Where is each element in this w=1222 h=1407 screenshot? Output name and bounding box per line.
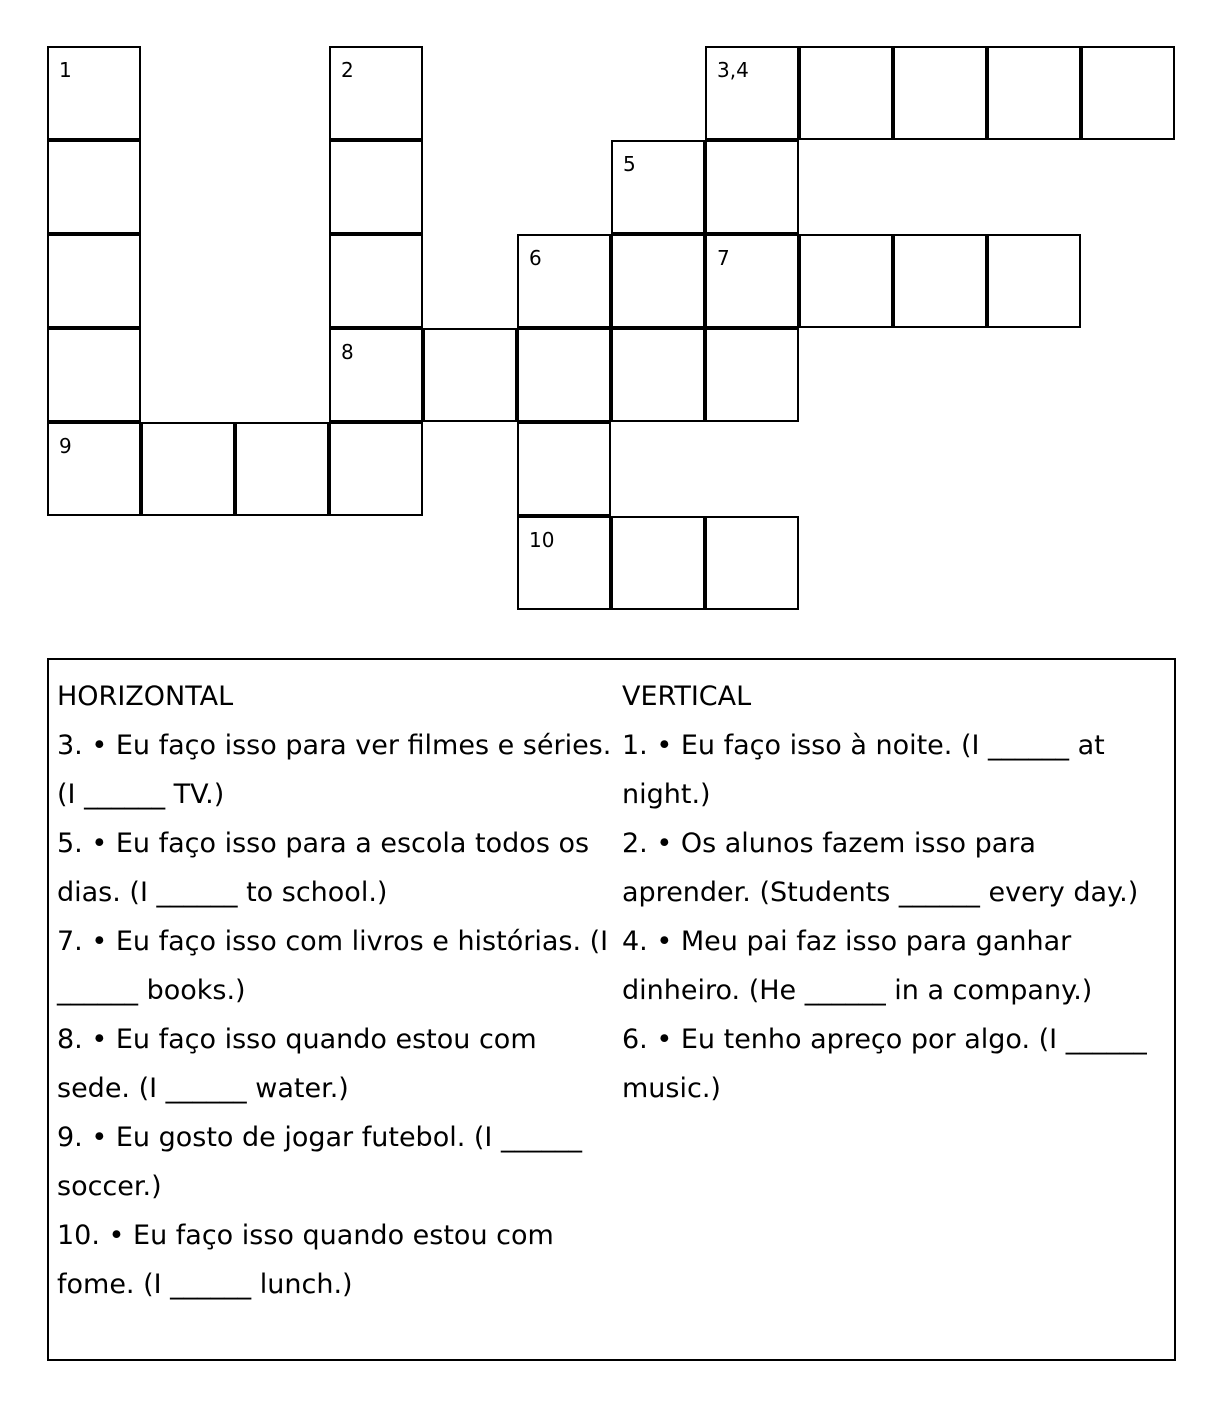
grid-cell[interactable] [799, 46, 893, 140]
horizontal-clue-5: 5. • Eu faço isso para a escola todos os dias. (I ______ to school.) [57, 828, 590, 908]
grid-cell[interactable] [611, 140, 705, 234]
horizontal-clue-9: 9. • Eu gosto de jogar futebol. (I ______ soccer.) [57, 1122, 582, 1202]
horizontal-clue-3: 3. • Eu faço isso para ver filmes e séries. (I ______ TV.) [57, 730, 612, 810]
horizontal-clues-column [57, 672, 612, 1309]
horizontal-clue-8: 8. • Eu faço isso quando estou com sede. (I ______ water.) [57, 1024, 537, 1104]
vertical-heading: VERTICAL [622, 681, 752, 712]
grid-cell[interactable] [705, 328, 799, 422]
grid-cell[interactable] [517, 516, 611, 610]
grid-cell[interactable] [611, 516, 705, 610]
grid-cell[interactable] [893, 46, 987, 140]
clues-box [47, 658, 1176, 1361]
clue-number: 10 [529, 528, 555, 552]
clue-number: 9 [59, 434, 72, 458]
grid-cell[interactable] [799, 234, 893, 328]
clue-number: 2 [341, 58, 354, 82]
grid-cell[interactable] [47, 140, 141, 234]
grid-cell[interactable] [705, 234, 799, 328]
grid-cell[interactable] [611, 234, 705, 328]
vertical-clue-2: 2. • Os alunos fazem isso para aprender. (Students ______ every day.) [622, 828, 1139, 908]
clue-number: 8 [341, 340, 354, 364]
grid-cell[interactable] [423, 328, 517, 422]
grid-cell[interactable] [47, 328, 141, 422]
vertical-clue-1: 1. • Eu faço isso à noite. (I ______ at night.) [622, 730, 1105, 810]
grid-cell[interactable] [987, 234, 1081, 328]
grid-cell[interactable] [517, 328, 611, 422]
horizontal-clue-10: 10. • Eu faço isso quando estou com fome. (I ______ lunch.) [57, 1220, 554, 1300]
grid-cell[interactable] [235, 422, 329, 516]
grid-cell[interactable] [329, 328, 423, 422]
grid-cell[interactable] [329, 422, 423, 516]
grid-cell[interactable] [329, 46, 423, 140]
grid-cell[interactable] [47, 46, 141, 140]
clue-number: 3,4 [717, 58, 749, 82]
horizontal-heading: HORIZONTAL [57, 681, 234, 712]
grid-cell[interactable] [705, 46, 799, 140]
crossword-grid [0, 0, 1222, 640]
grid-cell[interactable] [141, 422, 235, 516]
clue-number: 5 [623, 152, 636, 176]
grid-cell[interactable] [517, 234, 611, 328]
grid-cell[interactable] [1081, 46, 1175, 140]
grid-cell[interactable] [893, 234, 987, 328]
horizontal-clue-7: 7. • Eu faço isso com livros e histórias. (I ______ books.) [57, 926, 609, 1006]
vertical-clue-6: 6. • Eu tenho apreço por algo. (I ______ music.) [622, 1024, 1147, 1104]
clue-number: 6 [529, 246, 542, 270]
grid-cell[interactable] [329, 140, 423, 234]
clue-number: 7 [717, 246, 730, 270]
grid-cell[interactable] [47, 234, 141, 328]
grid-cell[interactable] [517, 422, 611, 516]
grid-cell[interactable] [705, 140, 799, 234]
grid-cell[interactable] [329, 234, 423, 328]
vertical-clue-4: 4. • Meu pai faz isso para ganhar dinheiro. (He ______ in a company.) [622, 926, 1093, 1006]
grid-cell[interactable] [47, 422, 141, 516]
grid-cell[interactable] [987, 46, 1081, 140]
vertical-clues-column [622, 672, 1172, 1113]
grid-cell[interactable] [611, 328, 705, 422]
clue-number: 1 [59, 58, 72, 82]
grid-cell[interactable] [705, 516, 799, 610]
